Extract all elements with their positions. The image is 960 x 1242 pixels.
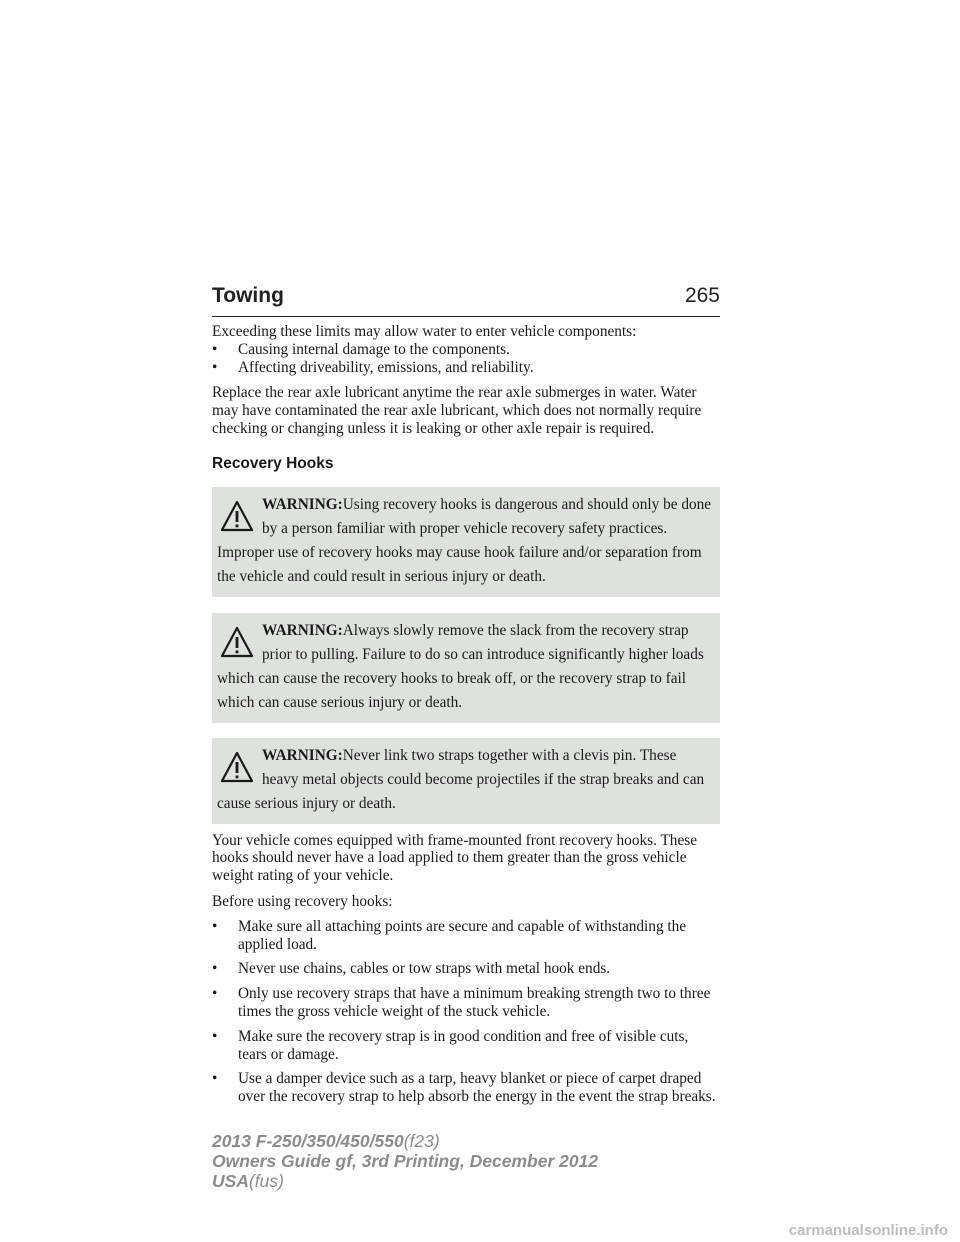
intro-bullet-text: Affecting driveability, emissions, and reliability. <box>238 358 534 376</box>
warning-triangle-icon <box>220 626 254 660</box>
warning-label: WARNING: <box>262 621 343 639</box>
bullet-icon: • <box>212 1070 218 1088</box>
list-item-text: Only use recovery straps that have a minimum breaking strength two to three times the gross vehicle weight of the stuck vehicle. <box>238 985 711 1020</box>
page-number: 265 <box>684 284 720 307</box>
page-header <box>212 284 720 308</box>
bullet-icon: • <box>212 340 218 358</box>
footer-guide: Owners Guide gf, 3rd Printing, December 2012 <box>212 1151 599 1171</box>
footer-model-line <box>212 1131 598 1151</box>
watermark: carmanualsonline.info <box>788 1222 948 1239</box>
footer-region-line <box>212 1171 598 1191</box>
warning-triangle-icon <box>220 500 254 534</box>
bullet-icon: • <box>212 917 218 935</box>
warning-triangle-icon <box>220 751 254 785</box>
warning-box <box>212 613 720 723</box>
bullet-icon: • <box>212 1027 218 1045</box>
warning-box <box>212 487 720 597</box>
bullet-icon: • <box>212 960 218 978</box>
page-title: Towing <box>212 284 284 307</box>
list-item <box>212 985 720 1021</box>
list-item-text: Make sure all attaching points are secure and capable of withstanding the applied load. <box>238 917 687 953</box>
list-item-text: Use a damper device such as a tarp, heavy blanket or piece of carpet draped over the recovery strap to help absorb the energy in the event the strap breaks. <box>238 1070 716 1106</box>
intro-text: Exceeding these limits may allow water to enter vehicle components: <box>212 323 637 340</box>
footer-region: USA <box>212 1171 249 1191</box>
warning-label: WARNING: <box>262 746 343 764</box>
warning-text: Always slowly remove the slack from the recovery strap prior to pulling. Failure to do so can introduce significantly higher loads which can cause the recovery hooks to break off, or the recovery strap to fail which can cause serious injury or death. <box>217 621 704 711</box>
footer-model: 2013 F-250/350/450/550 <box>212 1131 404 1151</box>
intro-bullet <box>212 359 720 377</box>
intro-bullet <box>212 341 720 359</box>
footer-model-code: (f23) <box>403 1131 440 1151</box>
list-item <box>212 918 720 954</box>
warning-box <box>212 738 720 824</box>
warning-label: WARNING: <box>262 495 343 513</box>
page-footer <box>212 1131 598 1191</box>
list-item <box>212 960 720 978</box>
list-item <box>212 1028 720 1064</box>
bullet-icon: • <box>212 358 218 376</box>
intro-bullet-text: Causing internal damage to the components. <box>238 340 510 358</box>
list-item-text: Never use chains, cables or tow straps with metal hook ends. <box>238 960 611 978</box>
list-item-text: Make sure the recovery strap is in good condition and free of visible cuts, tears or damage. <box>238 1027 689 1063</box>
axle-paragraph: Replace the rear axle lubricant anytime the rear axle submerges in water. Water may have contaminated the rear axle lubricant, which does not normally require checking or changing unless it is leaking or other axle repair is required. <box>212 384 702 437</box>
warning-text: Never link two straps together with a clevis pin. These heavy metal objects could become projectiles if the strap breaks and can cause serious injury or death. <box>217 746 705 812</box>
warning-text: Using recovery hooks is dangerous and should only be done by a person familiar with proper vehicle recovery safety practices. Improper use of recovery hooks may cause hook failure and/or separation from the vehicle and could result in serious injury or death. <box>217 495 712 585</box>
before-using-text: Before using recovery hooks: <box>212 892 393 910</box>
recovery-bullet-list <box>212 918 720 1106</box>
equipped-paragraph: Your vehicle comes equipped with frame-mounted front recovery hooks. These hooks should never have a load applied to them greater than the gross vehicle weight rating of your vehicle. <box>212 831 697 885</box>
header-rule <box>212 316 720 317</box>
footer-region-code: (fus) <box>248 1171 284 1191</box>
bullet-icon: • <box>212 985 218 1003</box>
page-content <box>212 323 720 1106</box>
list-item <box>212 1070 720 1106</box>
section-heading: Recovery Hooks <box>212 454 334 472</box>
